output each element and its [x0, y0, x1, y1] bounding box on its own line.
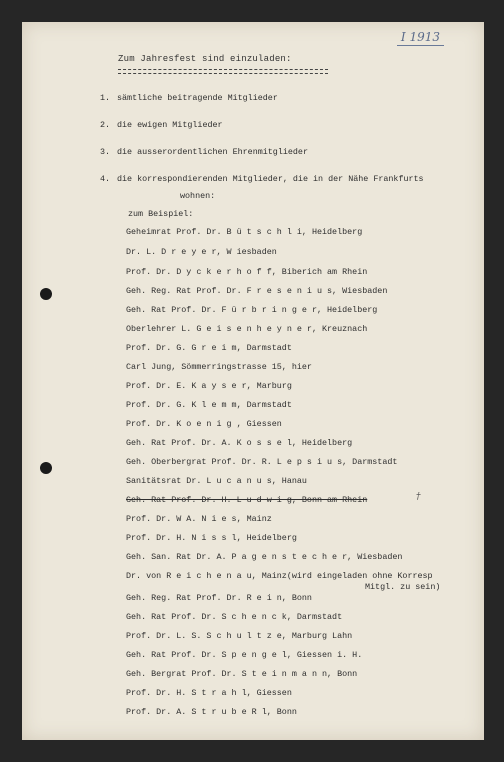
- member-entry: Dr. L. D r e y e r, W iesbaden: [126, 247, 277, 257]
- member-entry: Prof. Dr. L. S. S c h u l t z e, Marburg Lahn: [126, 631, 353, 641]
- item-text: die ausserordentlichen Ehrenmitglieder: [117, 147, 308, 157]
- member-entry: Sanitätsrat Dr. L u c a n u s, Hanau: [126, 476, 307, 486]
- struck-mark: †: [416, 492, 421, 502]
- member-entry: Geh. Reg. Rat Prof. Dr. R e i n, Bonn: [126, 593, 312, 603]
- item-number: 2.: [100, 120, 111, 130]
- item-text-continued: wohnen:: [180, 191, 216, 201]
- example-label: zum Beispiel:: [128, 209, 194, 219]
- item-number: 1.: [100, 93, 111, 103]
- member-entry-continued: Mitgl. zu sein): [365, 582, 441, 592]
- member-entry: Prof. Dr. D y c k e r h o f f, Biberich am Rhein: [126, 267, 368, 277]
- item-text: die korrespondierenden Mitglieder, die in der Nähe Frankfurts: [117, 174, 424, 184]
- item-text: sämtliche beitragende Mitglieder: [117, 93, 278, 103]
- handwritten-annotation: I 1913: [397, 30, 444, 46]
- member-entry: Prof. Dr. A. S t r u b e R l, Bonn: [126, 707, 297, 717]
- member-entry: Prof. Dr. H. N i s s l, Heidelberg: [126, 533, 297, 543]
- member-entry: Carl Jung, Sömmerringstrasse 15, hier: [126, 362, 312, 372]
- member-entry-struck: Geh. Rat Prof. Dr. H. L u d w i g, Bonn am Rhein: [126, 495, 368, 505]
- member-entry: Prof. Dr. E. K a y s e r, Marburg: [126, 381, 292, 391]
- member-entry: Prof. Dr. G. K l e m m, Darmstadt: [126, 400, 292, 410]
- document-page: [22, 22, 484, 740]
- punch-hole-bottom: [40, 462, 52, 474]
- member-entry: Geh. Reg. Rat Prof. Dr. F r e s e n i u s, Wiesbaden: [126, 286, 388, 296]
- item-text: die ewigen Mitglieder: [117, 120, 223, 130]
- member-entry: Geh. San. Rat Dr. A. P a g e n s t e c h e r, Wiesbaden: [126, 552, 403, 562]
- heading-underline: [118, 69, 328, 74]
- member-entry: Geh. Rat Prof. Dr. F ü r b r i n g e r, Heidelberg: [126, 305, 378, 315]
- punch-hole-top: [40, 288, 52, 300]
- member-entry: Prof. Dr. K o e n i g , Giessen: [126, 419, 282, 429]
- member-entry: Oberlehrer L. G e i s e n h e y n e r, Kreuznach: [126, 324, 368, 334]
- member-entry: Geh. Rat Prof. Dr. S c h e n c k, Darmstadt: [126, 612, 343, 622]
- member-entry: Prof. Dr. G. G r e i m, Darmstadt: [126, 343, 292, 353]
- member-entry: Geh. Rat Prof. Dr. S p e n g e l, Giessen i. H.: [126, 650, 363, 660]
- member-entry: Geheimrat Prof. Dr. B ü t s c h l i, Heidelberg: [126, 227, 363, 237]
- member-entry: Geh. Oberbergrat Prof. Dr. R. L e p s i u s, Darmstadt: [126, 457, 398, 467]
- member-entry: Dr. von R e i c h e n a u, Mainz(wird eingeladen ohne Korresp: [126, 571, 433, 581]
- item-number: 4.: [100, 174, 111, 184]
- member-entry: Geh. Bergrat Prof. Dr. S t e i n m a n n, Bonn: [126, 669, 358, 679]
- member-entry: Prof. Dr. W A. N i e s, Mainz: [126, 514, 272, 524]
- member-entry: Prof. Dr. H. S t r a h l, Giessen: [126, 688, 292, 698]
- member-entry: Geh. Rat Prof. Dr. A. K o s s e l, Heidelberg: [126, 438, 353, 448]
- item-number: 3.: [100, 147, 111, 157]
- document-heading: Zum Jahresfest sind einzuladen:: [118, 54, 292, 64]
